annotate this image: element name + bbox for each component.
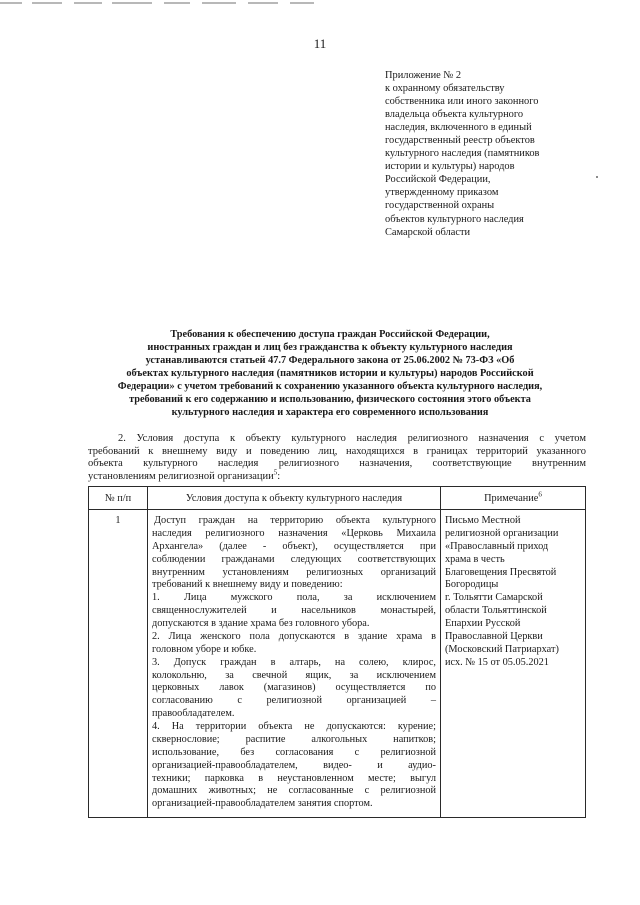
condition-line: допускаются в здание храма без головного убора. — [152, 618, 370, 629]
section-paragraph — [88, 433, 586, 484]
table-row — [89, 510, 586, 818]
condition-line: требований к внешнему виду и поведению: — [152, 579, 343, 591]
condition-line: 2. Лица женского пола допускаются в здание храма в — [152, 630, 436, 642]
appendix-line: государственный реестр объектов — [385, 135, 535, 147]
condition-line: организацией-правообладателем занятия спортом. — [152, 798, 373, 810]
table-header-row — [89, 487, 586, 510]
header-note — [441, 487, 586, 510]
condition-line: домашних животных; не согласованные с религиозной — [152, 785, 436, 797]
condition-line: 3. Допуск граждан в алтарь, на солею, клирос, — [152, 656, 436, 668]
header-conditions: Условия доступа к объекту культурного наследия — [148, 487, 441, 510]
paragraph-line: требований к внешнему виду и поведению лиц, находящихся в границах территорий указанного — [88, 445, 586, 457]
appendix-line: объектов культурного наследия — [385, 213, 524, 225]
condition-line: наследия религиозного назначения «Церковь Михаила — [152, 527, 436, 539]
condition-line: головном уборе и юбке. — [152, 643, 257, 655]
row-conditions — [148, 510, 441, 818]
note-line: г. Тольятти Самарской — [445, 592, 543, 604]
paragraph-text: установлениям религиозной организации — [88, 471, 274, 483]
condition-line: правообладателем. — [152, 708, 235, 720]
paragraph-end: : — [277, 471, 281, 483]
note-line: Богородицы — [445, 579, 499, 591]
note-line: Благовещения Пресвятой — [445, 566, 557, 578]
appendix-line: Приложение № 2 — [385, 70, 462, 81]
note-line: Письмо Местной — [445, 515, 521, 526]
note-line: Епархии Русской — [445, 618, 521, 629]
title-line: требований к его содержанию и использованию, физического состояния этого объекта — [129, 394, 531, 406]
title-line: культурного наследия и характера его современного использования — [171, 407, 489, 419]
appendix-line: утвержденному приказом — [385, 187, 499, 199]
title-line: иностранных граждан и лиц без гражданства к объекту культурного наследия — [147, 342, 513, 354]
appendix-line: наследия, включенного в единый — [385, 122, 532, 134]
condition-line: церковных лавок (магазинов) осуществляется по — [152, 682, 436, 694]
title-line: Требования к обеспечению доступа граждан Российской Федерации, — [170, 329, 490, 340]
condition-line: сквернословие; распитие алкогольных напитков; — [152, 733, 436, 745]
condition-line: 1. Лица мужского пола, за исключением — [152, 592, 436, 604]
condition-line: внутренним установлениям религиозных организаций — [152, 566, 436, 578]
condition-line: Доступ граждан на территорию объекта культурного — [154, 515, 436, 526]
appendix-line: Российской Федерации, — [385, 174, 491, 186]
condition-line: колокольню, за свечной ящик, за исключением — [152, 669, 436, 681]
condition-line: техники; парковка в неустановленном месте; выгул — [152, 772, 436, 784]
scan-speck — [596, 176, 598, 178]
row-num: 1 — [89, 510, 148, 818]
paragraph-line: 2. Условия доступа к объекту культурного наследия религиозного назначения с учетом — [118, 433, 586, 444]
footnote-marker: 6 — [538, 490, 542, 499]
note-line: «Православный приход — [445, 540, 549, 552]
footnote-marker: 5 — [273, 468, 278, 477]
appendix-line: собственника или иного законного — [385, 96, 539, 108]
title-line: Федерации» с учетом требований к сохранению указанного объекта культурного наследия, — [117, 381, 543, 393]
title-line: устанавливаются статьей 47.7 Федерального закона от 25.06.2002 № 73-ФЗ «Об — [145, 355, 515, 367]
condition-line: организацией-правообладателем, видео- и аудио- — [152, 759, 436, 771]
condition-line: Архангела» (далее - объект), осуществляется при — [152, 540, 436, 552]
condition-line: использование, без согласования с религиозной — [152, 746, 436, 758]
appendix-line: истории и культуры) народов — [385, 161, 515, 173]
appendix-line: владельца объекта культурного — [385, 109, 524, 121]
condition-line: соблюдении гражданами следующих соответствующих — [152, 553, 436, 565]
note-line: (Московский Патриархат) — [445, 643, 559, 655]
note-line: храма в честь — [445, 553, 505, 565]
condition-line: согласованию с религиозной организацией – — [152, 695, 436, 707]
note-line: исх. № 15 от 05.05.2021 — [445, 656, 549, 668]
document-title — [88, 328, 572, 419]
paragraph-line: объекта культурного наследия религиозного назначения, соответствующие внутренним — [88, 458, 586, 470]
header-note-label: Примечание — [484, 492, 539, 504]
title-line: объектах культурного наследия (памятников истории и культуры) народов Российской — [126, 368, 534, 380]
header-num: № п/п — [89, 487, 148, 510]
scan-border — [0, 2, 640, 8]
access-conditions-table — [88, 486, 586, 818]
appendix-line: Самарской области — [385, 226, 471, 238]
note-line: Православной Церкви — [445, 630, 543, 642]
row-note — [441, 510, 586, 818]
page-number: 11 — [313, 36, 327, 51]
appendix-header — [385, 69, 625, 239]
appendix-line: к охранному обязательству — [385, 83, 505, 95]
note-line: религиозной организации — [445, 527, 559, 539]
condition-line: священнослужителей и насельников монастырей, — [152, 605, 436, 617]
condition-line: 4. На территории объекта не допускаются: курение; — [152, 721, 436, 732]
paragraph-line-last — [88, 468, 586, 484]
note-line: области Тольяттинской — [445, 605, 547, 617]
appendix-line: культурного наследия (памятников — [385, 148, 540, 160]
appendix-line: государственной охраны — [385, 200, 495, 212]
